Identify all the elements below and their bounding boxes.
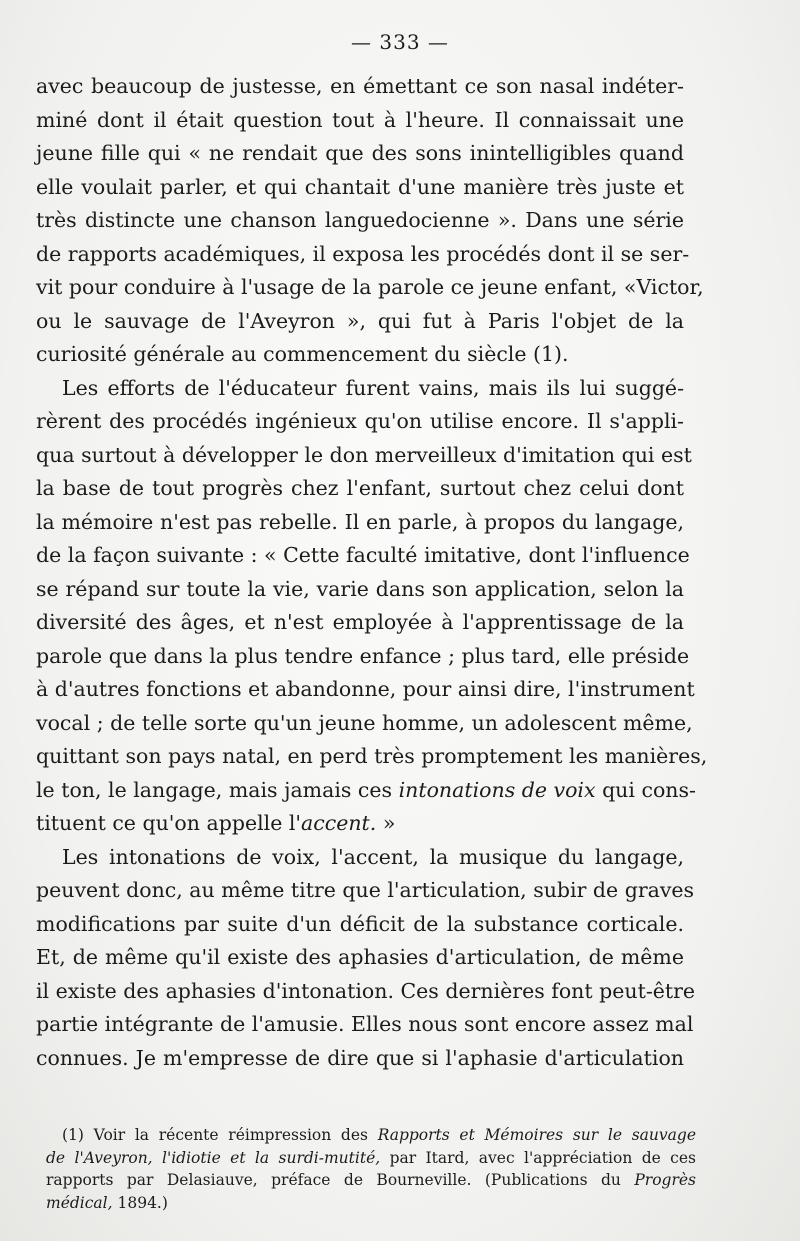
text-segment: tituent ce qu'on appelle l' [36, 811, 302, 835]
text-line: quittant son pays natal, en perd très promptement les manières, [36, 744, 708, 768]
italic-text: accent. [301, 811, 377, 835]
body-text [36, 70, 708, 1075]
text-line: très distincte une chanson languedocienne ». Dans une série [36, 208, 684, 232]
text-segment: » [376, 811, 396, 835]
footnote [46, 1124, 696, 1214]
text-line: il existe des aphasies d'intonation. Ces dernières font peut-être [36, 978, 696, 1003]
text-line: qua surtout à développer le don merveilleux d'imitation qui est [36, 442, 692, 467]
footnote-line [46, 1192, 696, 1215]
text-line: connues. Je m'empresse de dire que si l'aphasie d'articulation [36, 1045, 684, 1070]
footnote-line [46, 1169, 696, 1192]
text-line: elle voulait parler, et qui chantait d'une manière très juste et [36, 174, 684, 199]
text-line [36, 807, 684, 841]
text-line: partie intégrante de l'amusie. Elles nous sont encore assez mal [36, 1012, 694, 1036]
text-segment: 1894.) [112, 1193, 168, 1212]
text-line: vocal ; de telle sorte qu'un jeune homme, un adolescent même, [36, 710, 693, 735]
text-line: de la façon suivante : « Cette faculté imitative, dont l'influence [36, 543, 690, 567]
text-line: modifications par suite d'un déficit de la substance corticale. [36, 911, 684, 936]
text-line: ou le sauvage de l'Aveyron », qui fut à Paris l'objet de la [36, 308, 684, 333]
text-line: se répand sur toute la vie, varie dans son application, selon la [36, 576, 684, 601]
text-line: de rapports académiques, il exposa les procédés dont il se ser- [36, 241, 690, 266]
text-line: miné dont il était question tout à l'heure. Il connaissait une [36, 107, 684, 132]
text-line: vit pour conduire à l'usage de la parole ce jeune enfant, «Victor, [36, 275, 704, 299]
text-segment: rapports par Delasiauve, préface de Bourneville. (Publications du [46, 1171, 635, 1189]
italic-text: Rapports et Mémoires sur le sauvage [377, 1126, 696, 1144]
text-line: Les efforts de l'éducateur furent vains, mais ils lui suggé- [62, 375, 684, 400]
text-line [36, 774, 696, 808]
text-segment: par Itard, avec l'appréciation de ces [380, 1148, 696, 1167]
page-number: — 333 — [351, 30, 449, 54]
footnote-line [46, 1147, 696, 1170]
italic-text: intonations de voix [398, 777, 596, 802]
text-line: jeune fille qui « ne rendait que des sons inintelligibles quand [36, 141, 684, 165]
text-line: avec beaucoup de justesse, en émettant ce son nasal indéter- [36, 74, 684, 98]
footnote-line [46, 1124, 696, 1147]
text-line: rèrent des procédés ingénieux qu'on utilise encore. Il s'appli- [36, 409, 684, 433]
italic-text: médical, [46, 1193, 113, 1212]
italic-text: Progrès [634, 1171, 696, 1189]
text-line: Les intonations de voix, l'accent, la musique du langage, [62, 844, 684, 869]
text-segment: qui cons- [595, 777, 696, 802]
text-line: parole que dans la plus tendre enfance ; plus tard, elle préside [36, 643, 690, 668]
text-segment: le ton, le langage, mais jamais ces [36, 777, 393, 802]
text-line: diversité des âges, et n'est employée à l'apprentissage de la [36, 610, 684, 634]
text-line: à d'autres fonctions et abandonne, pour ainsi dire, l'instrument [36, 677, 695, 701]
text-line: la base de tout progrès chez l'enfant, surtout chez celui dont [36, 476, 684, 500]
text-segment: (1) Voir la récente réimpression des [62, 1126, 378, 1144]
text-line: Et, de même qu'il existe des aphasies d'articulation, de même [36, 945, 684, 969]
text-line: peuvent donc, au même titre que l'articulation, subir de graves [36, 878, 695, 902]
text-line: la mémoire n'est pas rebelle. Il en parle, à propos du langage, [36, 509, 684, 534]
text-line: curiosité générale au commencement du siècle (1). [36, 342, 569, 366]
italic-text: de l'Aveyron, l'idiotie et la surdi-mutité, [46, 1148, 381, 1167]
